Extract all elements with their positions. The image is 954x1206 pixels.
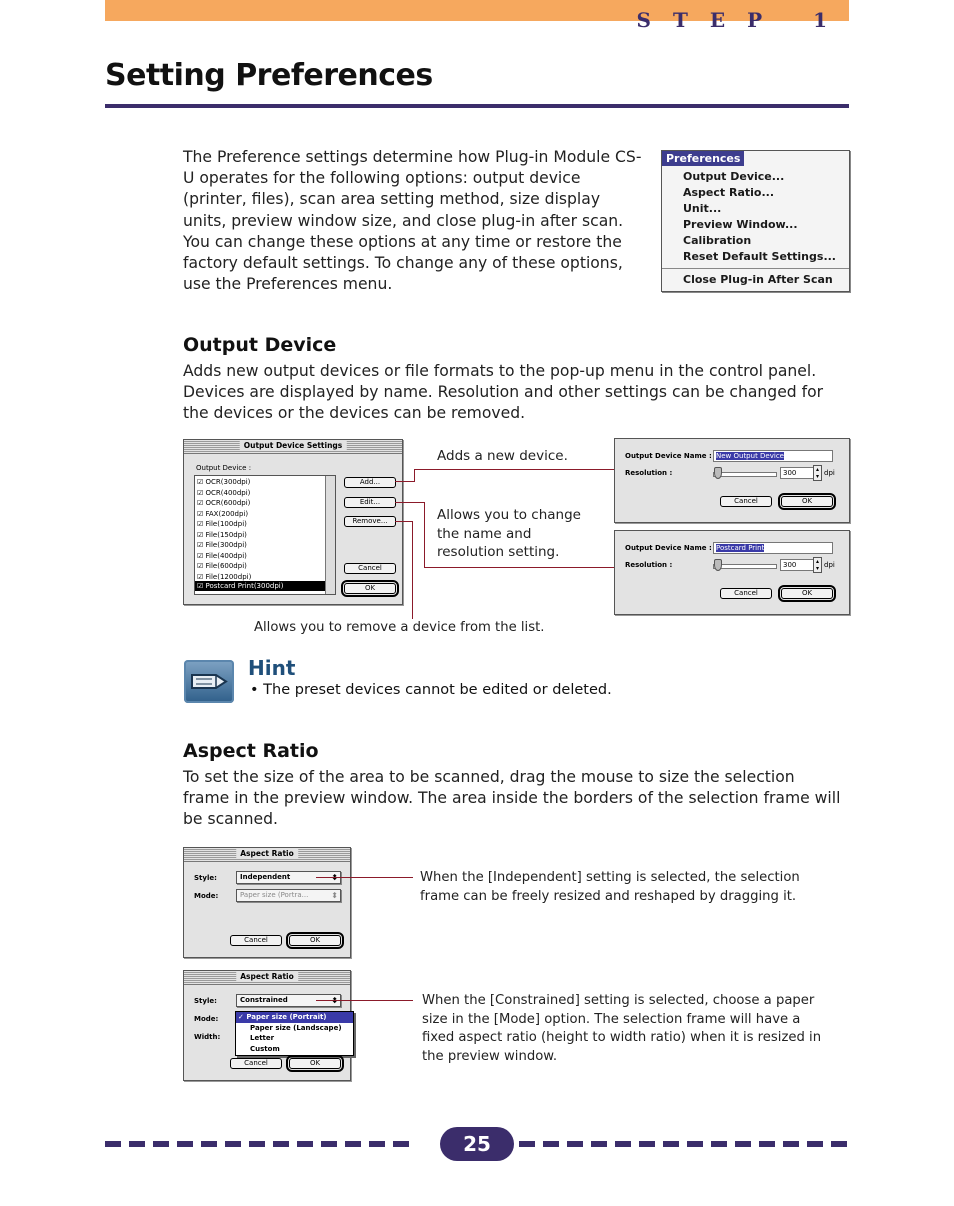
footer-dash: [393, 1141, 409, 1147]
device-list[interactable]: [194, 475, 336, 595]
aspect1-cancel-button[interactable]: Cancel: [230, 935, 282, 946]
callout-line-edit-h: [424, 567, 614, 568]
mode-label: Mode:: [194, 892, 219, 900]
callout-constrained-text: When the [Constrained] setting is selected, choose a paper size in the [Mode] option. The selection frame will have a fixed aspect ratio (height to width ratio) when it is resized in the preview window.: [422, 993, 822, 1064]
callout-line-constrained: [316, 1000, 413, 1001]
callout-line-add: [395, 481, 415, 482]
edit-res-slider[interactable]: [713, 564, 777, 569]
edit-name-field[interactable]: [713, 542, 833, 554]
new-name-field[interactable]: [713, 450, 833, 462]
output-device-paragraph: Adds new output devices or file formats to the pop-up menu in the control panel. Devices are displayed by name. Resolution and other settings can be changed for the devices or the devices can be removed.: [183, 362, 824, 423]
edit-cancel-button[interactable]: Cancel: [720, 588, 772, 599]
list-scrollbar[interactable]: [325, 476, 335, 594]
footer-dash: [591, 1141, 607, 1147]
aspect-dialog1-title: Aspect Ratio: [236, 849, 298, 858]
callout-line-remove: [395, 521, 413, 522]
footer-dash: [249, 1141, 265, 1147]
footer-dash: [687, 1141, 703, 1147]
style-popup[interactable]: Constrained ⬍: [236, 994, 341, 1007]
footer-dash: [807, 1141, 823, 1147]
footer-dash: [273, 1141, 289, 1147]
device-list-item[interactable]: ☑ File(400dpi): [197, 551, 247, 560]
device-list-item[interactable]: ☑ OCR(600dpi): [197, 499, 251, 507]
footer-dash: [615, 1141, 631, 1147]
title-rule: [105, 104, 849, 108]
mode-option-portrait[interactable]: ✓ Paper size (Portrait): [236, 1012, 353, 1023]
device-list-item[interactable]: ☑ File(150dpi): [197, 530, 247, 539]
edit-name-value: Postcard Print: [716, 544, 765, 552]
mode-dropdown-menu[interactable]: [235, 1011, 354, 1056]
device-list-item[interactable]: ☑ OCR(300dpi): [197, 478, 251, 486]
new-res-stepper[interactable]: ▴ ▾: [813, 465, 822, 481]
output-device-heading: Output Device: [183, 334, 337, 356]
page-number-badge: [440, 1127, 514, 1161]
device-list-item[interactable]: ☑ File(1200dpi): [197, 572, 252, 581]
device-list-label: Output Device :: [196, 464, 252, 472]
footer-dash: [321, 1141, 337, 1147]
mode-option-portrait-label: Paper size (Portrait): [246, 1013, 327, 1021]
page-title: Setting Preferences: [105, 58, 433, 93]
new-res-slider[interactable]: [713, 472, 777, 477]
dialog-title-bar: [184, 971, 350, 985]
add-button[interactable]: Add...: [344, 477, 396, 488]
aspect-dialog2-title: Aspect Ratio: [236, 972, 298, 981]
footer-dash: [639, 1141, 655, 1147]
edit-ok-button[interactable]: OK: [781, 588, 833, 599]
aspect2-ok-button[interactable]: OK: [289, 1058, 341, 1069]
aspect-ratio-paragraph: To set the size of the area to be scanned, drag the mouse to size the selection frame in the preview window. The area inside the borders of the selection frame will be scanned.: [183, 768, 841, 829]
new-res-unit: dpi: [824, 469, 835, 477]
footer-dash: [711, 1141, 727, 1147]
hint-text: • The preset devices cannot be edited or deleted.: [250, 682, 612, 698]
mode-label: Mode:: [194, 1015, 219, 1023]
prefs-item-reset-defaults[interactable]: Reset Default Settings...: [683, 250, 836, 263]
new-ok-button[interactable]: OK: [781, 496, 833, 507]
callout-edit-text: Allows you to change the name and resolution setting.: [437, 507, 581, 560]
footer-dash: [105, 1141, 121, 1147]
callout-remove-text: Allows you to remove a device from the list.: [254, 620, 545, 635]
pencil-icon: [184, 660, 234, 703]
footer-dash: [663, 1141, 679, 1147]
edit-res-stepper[interactable]: ▴ ▾: [813, 557, 822, 573]
mode-option-landscape[interactable]: Paper size (Landscape): [250, 1023, 342, 1032]
style-label: Style:: [194, 997, 217, 1005]
hint-title: Hint: [248, 656, 296, 680]
step-label: STEP 1: [636, 8, 849, 32]
footer-dash: [759, 1141, 775, 1147]
device-list-item[interactable]: ☑ OCR(400dpi): [197, 488, 251, 497]
device-list-item[interactable]: ☑ File(100dpi): [197, 520, 247, 528]
footer-dash: [201, 1141, 217, 1147]
device-list-item[interactable]: ☑ FAX(200dpi): [197, 509, 249, 518]
edit-res-unit: dpi: [824, 561, 835, 569]
edit-button[interactable]: Edit...: [344, 497, 396, 508]
mode-option-custom[interactable]: Custom: [250, 1044, 280, 1053]
new-cancel-button[interactable]: Cancel: [720, 496, 772, 507]
callout-independent-text: When the [Independent] setting is selected, the selection frame can be freely resized and reshaped by dragging it.: [420, 870, 800, 904]
footer-dash: [369, 1141, 385, 1147]
footer-dash: [177, 1141, 193, 1147]
footer-dash: [345, 1141, 361, 1147]
new-device-dialog: [614, 438, 850, 523]
device-list-item[interactable]: ☑ File(600dpi): [197, 562, 247, 570]
dialog-title-bar: [184, 848, 350, 862]
footer-dash: [519, 1141, 535, 1147]
dialog-title: Output Device Settings: [240, 441, 347, 450]
footer-dash: [567, 1141, 583, 1147]
new-res-slider-thumb[interactable]: [714, 467, 722, 479]
width-label: Width:: [194, 1033, 221, 1041]
dialog-title-bar: [184, 440, 402, 454]
callout-add-text: Adds a new device.: [437, 448, 568, 464]
style-popup[interactable]: Independent ⬍: [236, 871, 341, 884]
footer-dash: [225, 1141, 241, 1147]
aspect1-ok-button[interactable]: OK: [289, 935, 341, 946]
new-name-value: New Output Device: [716, 452, 784, 460]
mode-option-letter[interactable]: Letter: [250, 1034, 275, 1042]
cancel-button[interactable]: Cancel: [344, 563, 396, 574]
edit-device-dialog: [614, 530, 850, 615]
callout-line-edit: [395, 502, 425, 503]
footer-dash: [153, 1141, 169, 1147]
new-res-field[interactable]: 300: [780, 467, 814, 479]
menu-divider: [662, 268, 849, 269]
intro-paragraph: The Preference settings determine how Plug-in Module CS-U operates for the following options: output device (printer, files), scan area setting method, size display units, preview window size, and close plug-in after scan. You can change these options at any time or restore the factory default settings. To change any of these options, use the Preferences menu.: [183, 148, 642, 294]
callout-line-edit-v: [424, 502, 425, 568]
preferences-menu-title[interactable]: Preferences: [662, 151, 744, 166]
prefs-item-close-after-scan[interactable]: Close Plug-in After Scan: [683, 273, 833, 286]
prefs-item-calibration[interactable]: Calibration: [683, 234, 752, 247]
edit-res-slider-thumb[interactable]: [714, 559, 722, 571]
ok-button[interactable]: OK: [344, 583, 396, 594]
new-res-label: Resolution :: [625, 469, 673, 477]
preferences-menu: [661, 150, 850, 292]
page-number: 25: [463, 1132, 491, 1156]
aspect-ratio-dialog-constrained: [183, 970, 351, 1081]
prefs-item-preview-window[interactable]: Preview Window...: [683, 218, 798, 231]
footer-dash: [297, 1141, 313, 1147]
edit-res-label: Resolution :: [625, 561, 673, 569]
edit-name-label: Output Device Name :: [625, 544, 712, 552]
new-name-label: Output Device Name :: [625, 452, 712, 460]
style-label: Style:: [194, 874, 217, 882]
aspect2-cancel-button[interactable]: Cancel: [230, 1058, 282, 1069]
edit-res-field[interactable]: 300: [780, 559, 814, 571]
prefs-item-unit[interactable]: Unit...: [683, 202, 722, 215]
device-list-selected-row[interactable]: ☑ Postcard Print(300dpi): [195, 581, 328, 591]
output-device-settings-dialog: [183, 439, 403, 605]
selected-device-label: Postcard Print(300dpi): [205, 582, 284, 590]
remove-button[interactable]: Remove...: [344, 516, 396, 527]
aspect-ratio-heading: Aspect Ratio: [183, 740, 319, 762]
footer-dash: [129, 1141, 145, 1147]
footer-dash: [543, 1141, 559, 1147]
footer-dash: [783, 1141, 799, 1147]
prefs-item-output-device[interactable]: Output Device...: [683, 170, 785, 183]
callout-line-independent: [316, 877, 413, 878]
aspect-ratio-dialog-independent: [183, 847, 351, 958]
hint-icon: [184, 660, 234, 703]
mode-popup-disabled: Paper size (Portra... ⬍: [236, 889, 341, 902]
device-list-item[interactable]: ☑ File(300dpi): [197, 541, 247, 549]
footer-dash: [831, 1141, 847, 1147]
callout-line-add-h: [414, 469, 614, 470]
footer-dash: [735, 1141, 751, 1147]
callout-line-add-v: [414, 469, 415, 482]
callout-line-remove-v: [412, 521, 413, 619]
prefs-item-aspect-ratio[interactable]: Aspect Ratio...: [683, 186, 775, 199]
